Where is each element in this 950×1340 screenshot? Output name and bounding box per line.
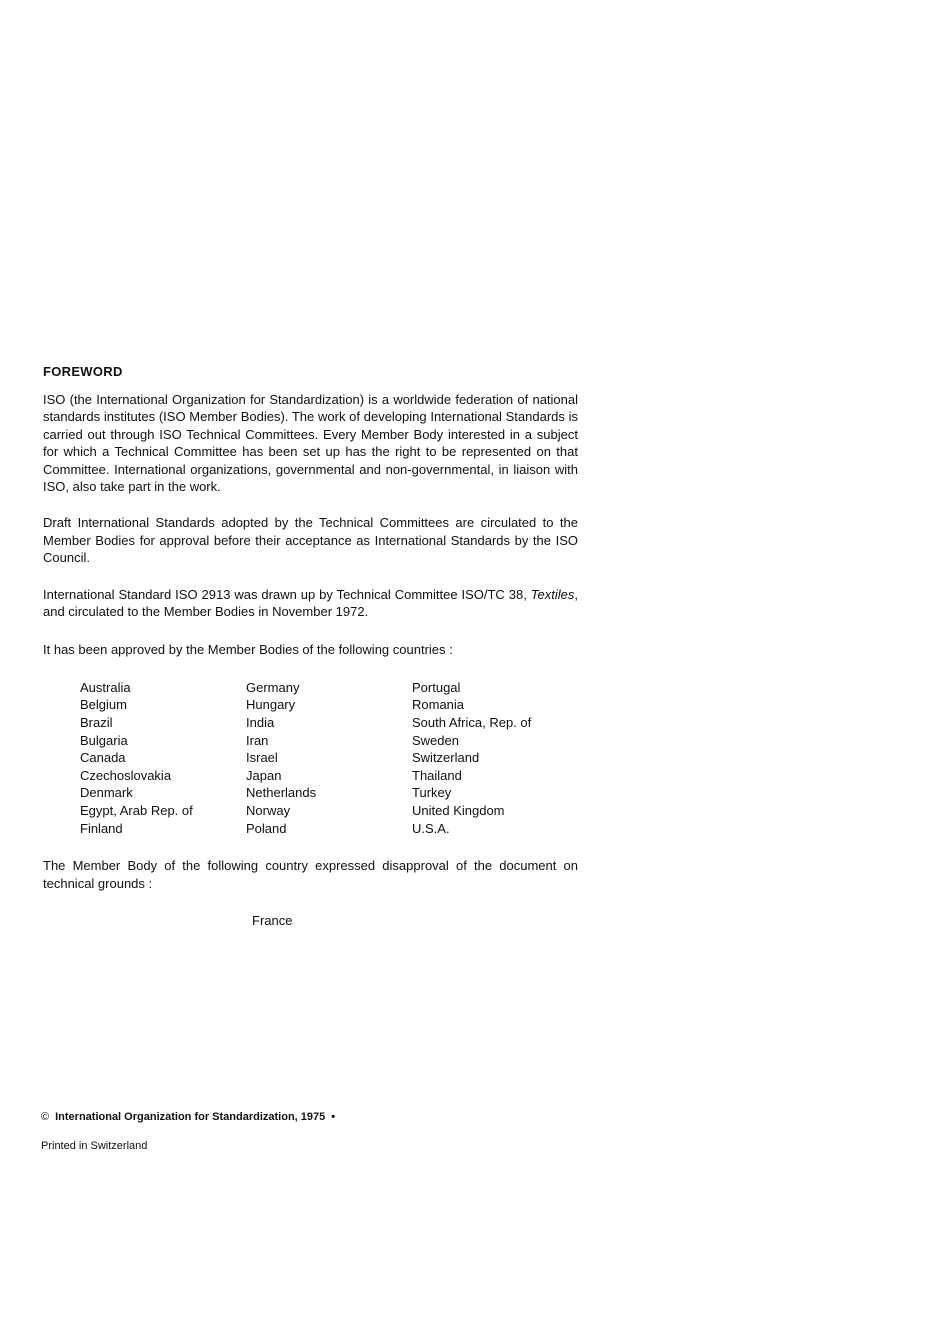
- bullet-icon: •: [331, 1111, 336, 1123]
- country-column-3: [412, 679, 578, 837]
- printed-location: Printed in Switzerland: [41, 1140, 148, 1152]
- paragraph-iso-intro: ISO (the International Organization for Standardization) is a worldwide federation of national standards institutes (ISO Member Bodies). The work of developing International Standards is carried out through ISO Technical Committees. Every Member Body interested in a subject for which a Technical Committee has been set up has the right to be represented on that Committee. International organizations, governmental and non-governmental, in liaison with ISO, also take part in the work.: [43, 392, 578, 495]
- country-name: Bulgaria: [80, 732, 128, 748]
- country-name: Egypt, Arab Rep. of: [80, 803, 193, 819]
- paragraph-draft-standards: Draft International Standards adopted by the Technical Committees are circulated to the Member Bodies for approval before their acceptance as International Standards by the ISO Council.: [43, 515, 578, 566]
- country-name: Brazil: [80, 715, 113, 731]
- country-name: Japan: [246, 767, 282, 783]
- country-name: India: [246, 715, 275, 731]
- country-name: Belgium: [80, 697, 127, 713]
- country-name: Israel: [246, 750, 278, 766]
- foreword-section: [43, 363, 578, 930]
- country-name: Czechoslovakia: [80, 767, 172, 783]
- paragraph-approval: It has been approved by the Member Bodies of the following countries :: [43, 642, 453, 658]
- foreword-heading: FOREWORD: [43, 364, 123, 379]
- country-name: Finland: [80, 820, 123, 836]
- committee-title: Textiles: [530, 586, 575, 602]
- paragraph-disapproval: The Member Body of the following country expressed disapproval of the document on technical grounds :: [43, 858, 578, 891]
- country-name: Turkey: [412, 785, 452, 801]
- country-column-2: [246, 679, 412, 837]
- country-name: Australia: [80, 679, 131, 695]
- standard-origin-text: International Standard ISO 2913 was drawn up by Technical Committee ISO/TC 38,: [43, 586, 531, 602]
- standard-origin-text-end: , and circulated to the Member Bodies in November 1972.: [43, 586, 578, 620]
- country-name: Sweden: [412, 732, 459, 748]
- country-name: Thailand: [412, 767, 462, 783]
- country-name: Iran: [246, 732, 269, 748]
- country-name: Germany: [246, 679, 300, 695]
- country-column-1: [80, 679, 246, 837]
- country-name: Norway: [246, 803, 291, 819]
- country-name: Hungary: [246, 697, 296, 713]
- copyright-text: International Organization for Standardization, 1975: [55, 1111, 326, 1123]
- copyright-notice: [41, 1109, 335, 1125]
- country-name: Netherlands: [246, 785, 317, 801]
- country-name: Denmark: [80, 785, 133, 801]
- country-name: Poland: [246, 820, 287, 836]
- country-name: Portugal: [412, 679, 461, 695]
- country-name: South Africa, Rep. of: [412, 715, 532, 731]
- country-name: U.S.A.: [412, 820, 450, 836]
- country-name: Romania: [412, 697, 465, 713]
- country-name: Switzerland: [412, 750, 480, 766]
- copyright-icon: ©: [41, 1111, 50, 1123]
- approving-countries-list: [80, 679, 578, 837]
- disapproving-country: France: [252, 913, 293, 929]
- country-name: United Kingdom: [412, 803, 505, 819]
- paragraph-standard-origin: [43, 586, 578, 621]
- country-name: Canada: [80, 750, 126, 766]
